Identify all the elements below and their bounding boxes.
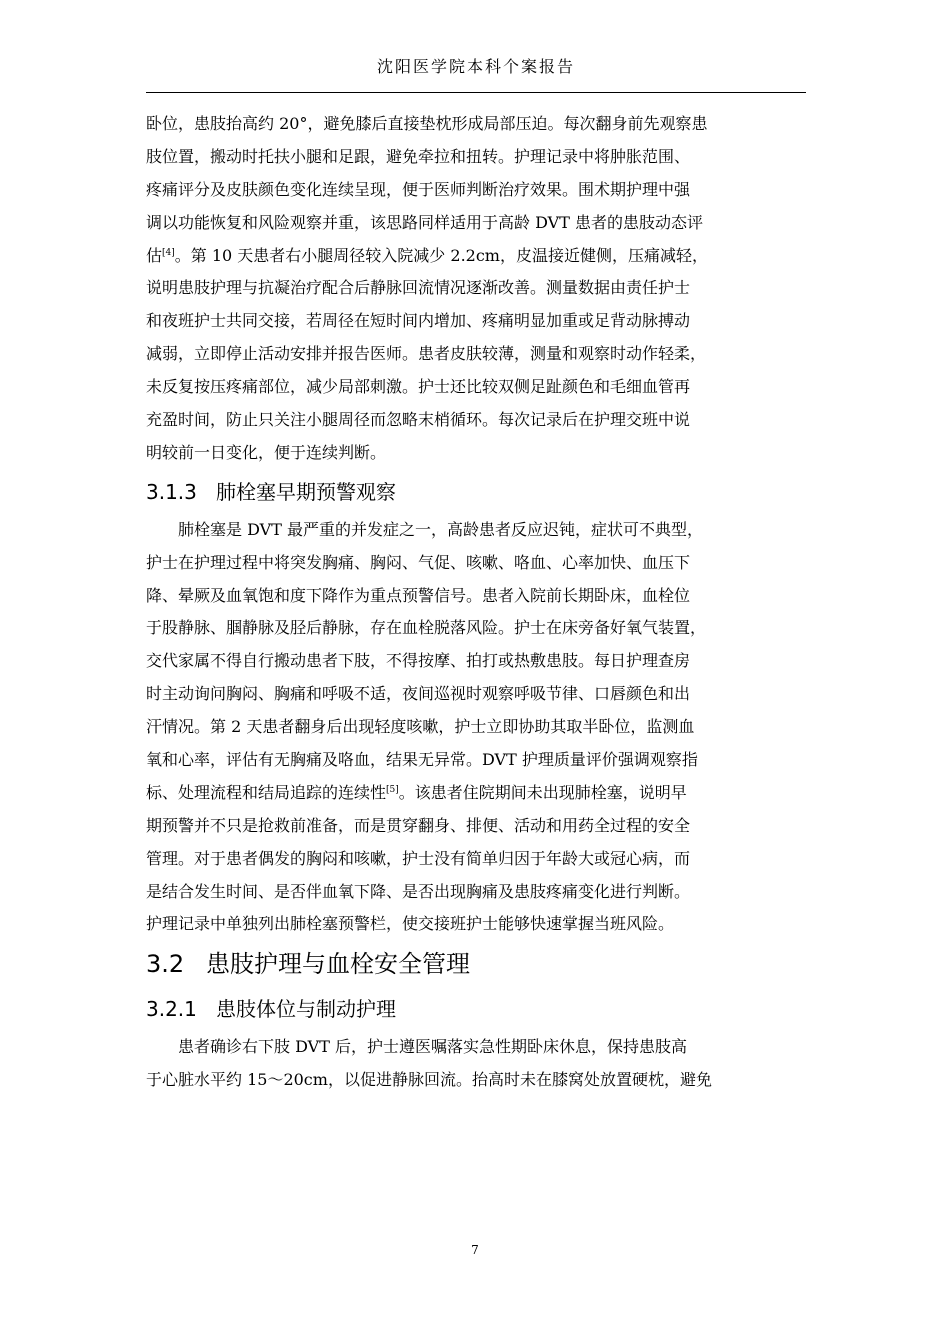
text-fragment: 。该患者住院期间未出现肺栓塞，说明早 — [398, 782, 687, 802]
text-line: 时主动询问胸闷、胸痛和呼吸不适，夜间巡视时观察呼吸节律、口唇颜色和出 — [146, 684, 691, 704]
text-line: 充盈时间，防止只关注小腿周径而忽略末梢循环。每次记录后在护理交班中说 — [146, 410, 691, 430]
text-fragment: 。第 10 天患者右小腿周径较入院减少 2.2cm，皮温接近健侧，压痛减轻， — [174, 245, 708, 265]
text-line: 未反复按压疼痛部位，减少局部刺激。护士还比较双侧足趾颜色和毛细血管再 — [146, 377, 691, 397]
paragraph-pe-warning — [146, 514, 806, 942]
section-heading-3-2-1 — [146, 987, 806, 1031]
text-line: 汗情况。第 2 天患者翻身后出现轻度咳嗽，护士立即协助其取半卧位，监测血 — [146, 717, 695, 737]
section-number: 3.1.3 — [146, 479, 197, 504]
citation-ref: [5] — [386, 784, 399, 795]
section-title: 肺栓塞早期预警观察 — [216, 479, 396, 504]
text-line — [146, 777, 806, 810]
text-line: 于股静脉、腘静脉及胫后静脉，存在血栓脱落风险。护士在床旁备好氧气装置， — [146, 618, 707, 638]
section-number: 3.2.1 — [146, 997, 197, 1022]
text-line: 氧和心率，评估有无胸痛及咯血，结果无异常。DVT 护理质量评价强调观察指 — [146, 750, 698, 770]
text-line: 于心脏水平约 15～20cm，以促进静脉回流。抬高时未在膝窝处放置硬枕，避免 — [146, 1070, 712, 1090]
text-line: 肢位置，搬动时托扶小腿和足跟，避免牵拉和扭转。护理记录中将肿胀范围、 — [146, 146, 691, 166]
section-heading-3-1-3 — [146, 470, 806, 514]
text-line: 交代家属不得自行搬动患者下肢，不得按摩、拍打或热敷患肢。每日护理查房 — [146, 651, 691, 671]
page-number: 7 — [471, 1243, 479, 1257]
text-line: 护士在护理过程中将突发胸痛、胸闷、气促、咳嗽、咯血、心率加快、血压下 — [146, 552, 691, 572]
text-line: 患者确诊右下肢 DVT 后，护士遵医嘱落实急性期卧床休息，保持患肢高 — [146, 1037, 687, 1057]
text-line: 降、晕厥及血氧饱和度下降作为重点预警信号。患者入院前长期卧床，血栓位 — [146, 585, 691, 605]
text-fragment: 标、处理流程和结局追踪的连续性 — [146, 782, 387, 802]
text-line: 管理。对于患者偶发的胸闷和咳嗽，护士没有简单归因于年龄大或冠心病，而 — [146, 848, 691, 868]
text-line: 调以功能恢复和风险观察并重，该思路同样适用于高龄 DVT 患者的患肢动态评 — [146, 212, 703, 232]
text-line: 期预警并不只是抢救前准备，而是贯穿翻身、排便、活动和用药全过程的安全 — [146, 815, 691, 835]
section-title: 患肢护理与血栓安全管理 — [206, 950, 470, 979]
text-line — [146, 240, 806, 273]
paragraph-limb-position — [146, 1031, 806, 1097]
text-fragment: 估 — [146, 245, 163, 265]
citation-ref: [4] — [162, 247, 175, 258]
running-header: 沈阳医学院本科个案报告 — [376, 57, 575, 76]
text-line: 说明患肢护理与抗凝治疗配合后静脉回流情况逐渐改善。测量数据由责任护士 — [146, 278, 691, 298]
section-title: 患肢体位与制动护理 — [216, 997, 396, 1022]
text-line: 护理记录中单独列出肺栓塞预警栏，使交接班护士能够快速掌握当班风险。 — [146, 914, 675, 934]
text-line: 明较前一日变化，便于连续判断。 — [146, 442, 387, 462]
text-line: 卧位，患肢抬高约 20°，避免膝后直接垫枕形成局部压迫。每次翻身前先观察患 — [146, 114, 708, 133]
section-heading-3-2 — [146, 941, 806, 987]
text-line: 疼痛评分及皮肤颜色变化连续呈现，便于医师判断治疗效果。围术期护理中强 — [146, 179, 691, 199]
header-rule — [146, 92, 806, 93]
text-line: 和夜班护士共同交接，若周径在短时间内增加、疼痛明显加重或足背动脉搏动 — [146, 311, 691, 331]
paragraph-limb-care-continued — [146, 108, 806, 470]
section-number: 3.2 — [146, 950, 185, 979]
text-line: 是结合发生时间、是否伴血氧下降、是否出现胸痛及患肢疼痛变化进行判断。 — [146, 881, 691, 901]
text-line: 肺栓塞是 DVT 最严重的并发症之一，高龄患者反应迟钝，症状可不典型， — [146, 519, 703, 539]
text-line: 减弱，立即停止活动安排并报告医师。患者皮肤较薄，测量和观察时动作轻柔， — [146, 344, 707, 364]
document-body — [146, 108, 806, 1097]
